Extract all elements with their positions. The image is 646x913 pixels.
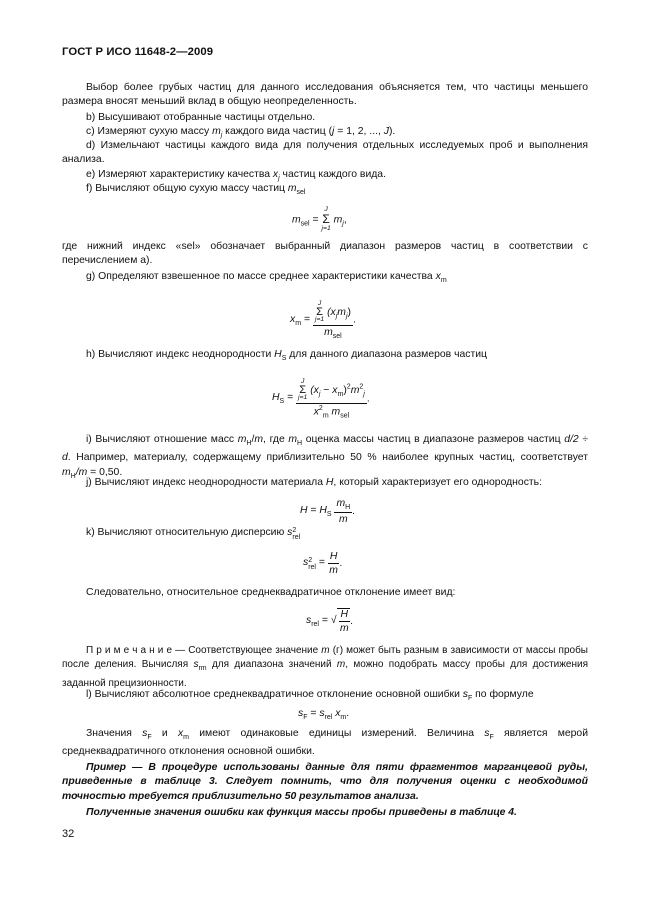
example-paragraph: Пример — В процедуре использованы данные для пяти фрагментов марганцевой руды, приведенные в таблице 3. Следует помнить, что для получения оценки с необходимой точностью требуется приблизительно 50 результатов анализа. bbox=[62, 762, 588, 802]
formula-h: $H = H_S$ $\frac{m_H}{m}$ . bbox=[300, 498, 356, 526]
step-e: e) Измеряют характеристику качества $x_j$ частиц каждого вида. bbox=[86, 169, 386, 183]
step-g: g) Определяют взвешенное по массе среднее характеристики качества $x_m$ bbox=[86, 271, 447, 285]
after-f: где нижний индекс «sel» обозначает выбранный диапазон размеров частиц в соответствии с перечислением а). bbox=[62, 241, 588, 267]
formula-msel: $m_{sel}$ = J Σ j=1 $m_j$, bbox=[292, 206, 347, 232]
document-header: ГОСТ Р ИСО 11648-2—2009 bbox=[62, 46, 214, 58]
step-j: j) Вычисляют индекс неоднородности материала H, который характеризует его однородность: bbox=[86, 477, 542, 488]
formula-hs: $H_S$ = J Σ j=1 $(x_j - x_m)^2m^2_j$ $x^2_m$ $m_{sel}$ . bbox=[272, 378, 370, 420]
step-h: h) Вычисляют индекс неоднородности $H_S$ для данного диапазона размеров частиц bbox=[86, 349, 487, 363]
formula-srel: $s_{rel}$ = √ $\frac{H}{m}$ . bbox=[306, 609, 353, 634]
step-d: d) Измельчают частицы каждого вида для получения отдельных исследуемых проб и выполнения анализа. bbox=[62, 140, 588, 166]
step-i: i) Вычисляют отношение масс $m_H/m$, где $m_H$ оценка массы частиц в диапазоне размеров частиц d/2 ÷ d. Например, материалу, содержащему приблизительно 50 % наиболее крупных частиц, соответствует $m_H/m = 0,50$. bbox=[62, 434, 588, 480]
step-b: b) Высушивают отобранные частицы отдельно. bbox=[86, 112, 316, 123]
step-f: f) Вычисляют общую сухую массу частиц $m_{sel}$ bbox=[86, 183, 306, 197]
page-number: 32 bbox=[62, 828, 75, 840]
std-dev-text: Следовательно, относительное среднеквадратичное отклонение имеет вид: bbox=[86, 587, 456, 598]
formula-xm: $x_m$ = J Σ j=1 $(x_jm_j)$ $m_{sel}$ . bbox=[290, 300, 356, 341]
units-paragraph: Значения $s_F$ и $x_m$ имеют одинаковые единицы измерений. Величина $s_F$ является мерой среднеквадратичного отклонения основной ошибки. bbox=[62, 728, 589, 758]
intro-paragraph: Выбор более грубых частиц для данного исследования объясняется тем, что частицы меньшего размера вносят меньший вклад в общую неопределенность. bbox=[62, 82, 588, 108]
formula-s2: s 2 rel = $\frac{H}{m}$ . bbox=[303, 551, 343, 576]
step-k: k) Вычисляют относительную дисперсию s 2 rel bbox=[86, 527, 301, 541]
note: П р и м е ч а н и е — Соответствующее значение m (г) может быть разным в зависимости от массы пробы после деления. Вычисляя $s_{rm}$ для диапазона значений m, можно подобрать массу пробы для достижения заданной прецизионности. bbox=[62, 645, 589, 689]
step-l: l) Вычисляют абсолютное среднеквадратичное отклонение основной ошибки $s_F$ по формуле bbox=[86, 689, 534, 703]
final-paragraph: Полученные значения ошибки как функция массы пробы приведены в таблице 4. bbox=[86, 807, 517, 818]
step-c: c) Измеряют сухую массу $m_j$ каждого вида частиц (j = 1, 2, ..., J). bbox=[86, 126, 396, 140]
formula-sf: $s_F = s_{rel}$ $x_m$. bbox=[298, 708, 350, 722]
